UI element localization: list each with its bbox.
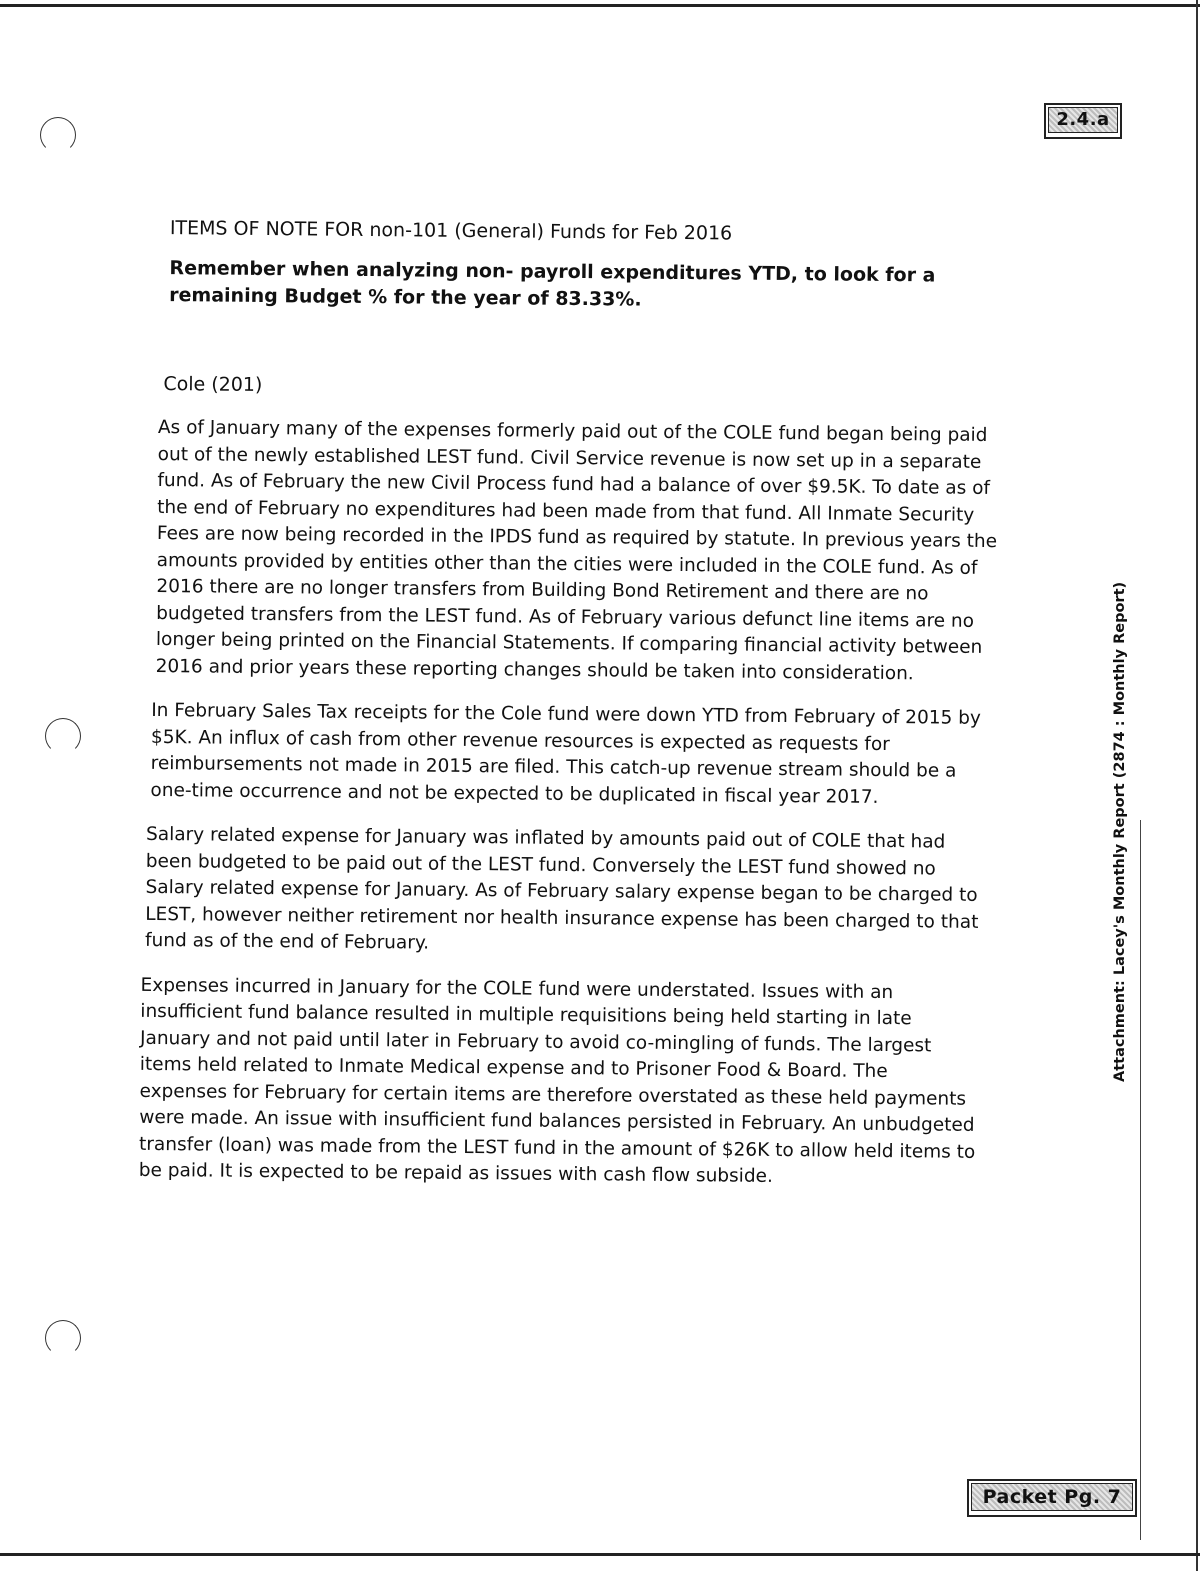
budget-reminder: Remember when analyzing non- payroll expenditures YTD, to look for a remaining Budget % for the year of 83.33%. (169, 257, 936, 311)
top-border-line (0, 4, 1200, 7)
attachment-side-label: Attachment: Lacey's Monthly Report (2874 : Monthly Report) (1112, 581, 1128, 1082)
packet-page-number: Packet Pg. 7 (971, 1483, 1133, 1511)
agenda-item-number: 2.4.a (1048, 107, 1118, 133)
packet-page-stamp (967, 1479, 1137, 1517)
document-body (138, 215, 1010, 1211)
punch-hole-mark (45, 1320, 81, 1356)
paragraph-expenses-incurred: Expenses incurred in January for the COLE fund were understated. Issues with an insufficient fund balance resulted in multiple requisitions being held starting in late January and not paid until later in February to avoid co-mingling of funds. The largest items held related to Inmate Medical expense and to Prisoner Food & Board. The expenses for February for certain items are therefore overstated as these held payments were made. An issue with insufficient fund balances persisted in February. An unbudgeted transfer (loan) was made from the LEST fund in the amount of $26K to allow held items to be paid. It is expected to be repaid as issues with cash flow subside. (138, 974, 976, 1187)
paragraph-fund-changes: As of January many of the expenses formerly paid out of the COLE fund began being paid out of the newly established LEST fund. Civil Service revenue is now set up in a separate fund. As of February the new Civil Process fund had a balance of over $9.5K. To date as of the end of February no expenditures had been made from that fund. All Inmate Security Fees are now being recorded in the IPDS fund as required by statute. In previous years the amounts provided by entities other than the cities were included in the COLE fund. As of 2016 there are no longer transfers from Building Bond Retirement and there are no budgeted transfers from the LEST fund. As of February various defunct line items are no longer being printed on the Financial Statements. If comparing financial activity between 2016 and prior years these reporting changes should be taken into consideration. (155, 416, 998, 684)
punch-hole-mark (40, 117, 76, 153)
side-margin-line (1140, 820, 1141, 1540)
document-title: ITEMS OF NOTE FOR non-101 (General) Funds for Feb 2016 (169, 217, 733, 245)
paragraph-sales-tax: In February Sales Tax receipts for the Cole fund were down YTD from February of 2015 by $5K. An influx of cash from other revenue resources is expected as requests for reimbursements not made in 2015 are filed. This catch-up revenue stream should be a one-time occurrence and not be expected to be duplicated in fiscal year 2017. (150, 699, 981, 808)
punch-hole-mark (45, 718, 81, 754)
section-heading-cole: Cole (201) (163, 373, 263, 396)
paragraph-salary-expense: Salary related expense for January was inflated by amounts paid out of COLE that had been budgeted to be paid out of the LEST fund. Conversely the LEST fund showed no Salary related expense for January. As of February salary expense began to be charged to LEST, however neither retirement nor health insurance expense has been charged to that fund as of the end of February. (144, 823, 979, 954)
bottom-border-line (0, 1553, 1200, 1556)
agenda-item-stamp (1044, 103, 1122, 139)
right-border-line (1196, 0, 1198, 1571)
